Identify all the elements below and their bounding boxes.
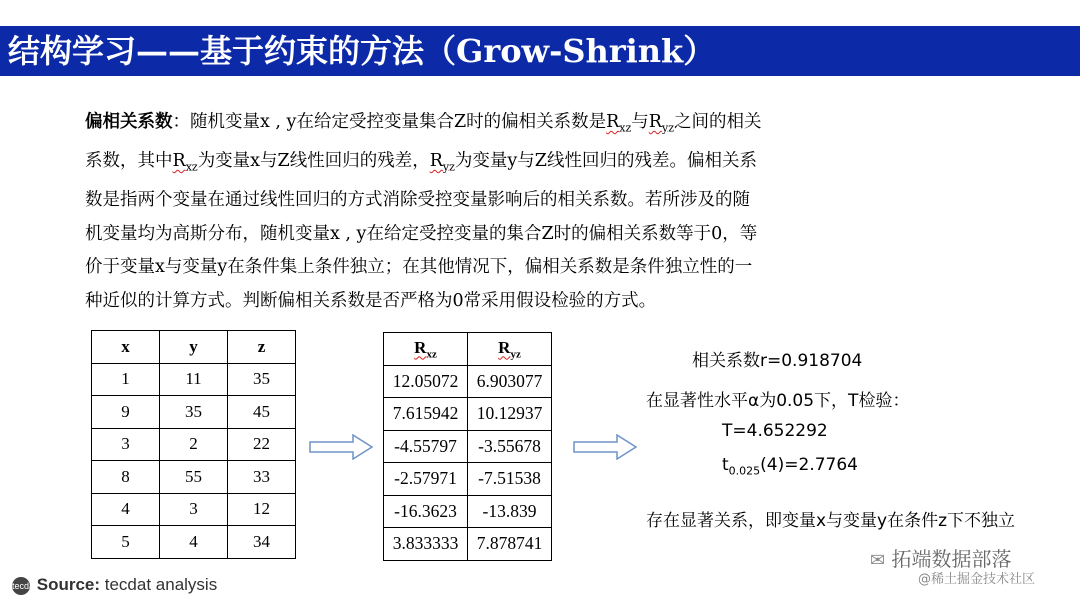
cell: 7.615942 — [384, 398, 468, 431]
para-line-4: 机变量均为高斯分布，随机变量x , y在给定受控变量的集合Z时的偏相关系数等于0，等 — [85, 223, 758, 244]
cell: 9 — [92, 396, 160, 429]
corr-result: 相关系数r=0.918704 — [692, 351, 863, 371]
residual-table — [383, 332, 552, 561]
cell: 2 — [160, 428, 228, 461]
cell: 12 — [228, 493, 296, 526]
cell: -7.51538 — [468, 463, 552, 496]
t-statistic: T=4.652292 — [722, 421, 828, 441]
source-text: tecdat analysis — [100, 575, 218, 594]
line1-b: 与 — [631, 112, 649, 132]
table-row — [92, 493, 296, 526]
cell: 45 — [228, 396, 296, 429]
table-row — [384, 365, 552, 398]
header-ryz: $R_{yz}$ — [468, 333, 552, 366]
cell: 1 — [92, 363, 160, 396]
cell: 5 — [92, 526, 160, 559]
cell: 55 — [160, 461, 228, 494]
cell: 4 — [160, 526, 228, 559]
arrow-right-icon — [573, 434, 637, 460]
line1-a: 随机变量x , y在给定受控变量集合Z时的偏相关系数是 — [190, 112, 607, 132]
table-row — [384, 398, 552, 431]
r-xz: $R_{xz}$ — [606, 112, 632, 135]
definition-paragraph — [85, 106, 875, 318]
cell: 4 — [92, 493, 160, 526]
table-row — [92, 461, 296, 494]
cell: 34 — [228, 526, 296, 559]
table-header-row — [92, 331, 296, 364]
cell: 22 — [228, 428, 296, 461]
header-y: y — [160, 331, 228, 364]
cell: 10.12937 — [468, 398, 552, 431]
wechat-icon: ✉ — [870, 550, 886, 571]
t-critical: $t_{0.025}(4)=2.7764$ — [722, 455, 858, 478]
term-label: 偏相关系数 — [85, 112, 173, 132]
table-row — [92, 526, 296, 559]
cell: 35 — [228, 363, 296, 396]
xyz-table — [91, 330, 296, 559]
cell: 3 — [92, 428, 160, 461]
arrow-right-icon — [309, 434, 373, 460]
watermark-main: ✉ 拓端数据部落 — [870, 547, 1012, 571]
cell: -4.55797 — [384, 430, 468, 463]
table-row — [384, 495, 552, 528]
significance-level: 在显著性水平α为0.05下，T检验： — [646, 391, 910, 411]
cell: 11 — [160, 363, 228, 396]
para-line-1 — [85, 106, 875, 145]
cell: 3.833333 — [384, 528, 468, 561]
header-x: x — [92, 331, 160, 364]
header-rxz: $R_{xz}$ — [384, 333, 468, 366]
slide-title: 结构学习——基于约束的方法（Grow-Shrink） — [8, 32, 716, 70]
term-sep: ： — [172, 112, 190, 132]
conclusion: 存在显著关系，即变量x与变量y在条件z下不独立 — [646, 511, 1016, 531]
r-yz: $R_{yz}$ — [648, 112, 674, 135]
r-xz-2: $R_{xz}$ — [172, 151, 198, 174]
para-line-3: 数是指两个变量在通过线性回归的方式消除受控变量影响后的相关系数。若所涉及的随 — [85, 190, 750, 210]
cell: 12.05072 — [384, 365, 468, 398]
cell: -13.839 — [468, 495, 552, 528]
para-line-5: 价于变量x与变量y在条件集上条件独立；在其他情况下，偏相关系数是条件独立性的一 — [85, 257, 753, 277]
para-line-6: 种近似的计算方式。判断偏相关系数是否严格为0常采用假设检验的方式。 — [85, 290, 657, 311]
cell: 35 — [160, 396, 228, 429]
title-bar — [0, 26, 1080, 76]
para-line-2: 系数，其中$R_{xz}$为变量x与Z线性回归的残差，$R_{yz}$为变量y与Z线性回归的残差。偏相关系 — [85, 151, 757, 174]
table-row — [384, 463, 552, 496]
table-row — [92, 396, 296, 429]
r-yz-2: $R_{yz}$ — [429, 151, 455, 174]
cell: -3.55678 — [468, 430, 552, 463]
cell: 8 — [92, 461, 160, 494]
cell: 3 — [160, 493, 228, 526]
table-header-row — [384, 333, 552, 366]
table-row — [384, 528, 552, 561]
tecdat-logo-icon: tecdat — [12, 577, 30, 595]
line1-c: 之间的相关 — [674, 112, 762, 132]
table-row — [384, 430, 552, 463]
table-row — [92, 363, 296, 396]
table-row — [92, 428, 296, 461]
cell: -16.3623 — [384, 495, 468, 528]
cell: 6.903077 — [468, 365, 552, 398]
source-label: Source: — [36, 575, 101, 594]
cell: 7.878741 — [468, 528, 552, 561]
header-z: z — [228, 331, 296, 364]
source-footer — [12, 575, 217, 595]
watermark-sub: @稀土掘金技术社区 — [918, 572, 1036, 587]
cell: 33 — [228, 461, 296, 494]
cell: -2.57971 — [384, 463, 468, 496]
